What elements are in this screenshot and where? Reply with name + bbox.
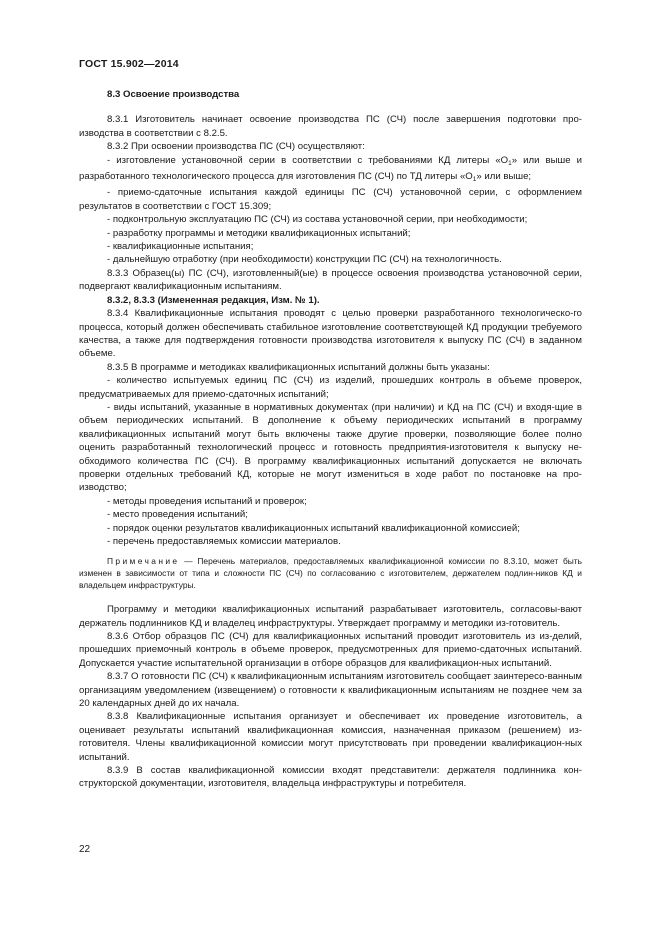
list-item: - дальнейшую отработку (при необходимости) конструкции ПС (СЧ) на технологичность. bbox=[107, 254, 502, 266]
paragraph-8-3-2: 8.3.2 При освоении производства ПС (СЧ) осуществляют: bbox=[107, 141, 365, 153]
paragraph-8-3-3: 8.3.3 Образец(ы) ПС (СЧ), изготовленный(ые) в процессе освоения производства установочной серии, подвергают квалификационным испытаниям. bbox=[79, 267, 582, 293]
list-item: - место проведения испытаний; bbox=[107, 509, 248, 521]
note bbox=[79, 556, 582, 591]
section-title: 8.3 Освоение производства bbox=[107, 89, 240, 100]
list-item: - разработку программы и методики квалификационных испытаний; bbox=[107, 227, 411, 239]
paragraph-8-3-8: 8.3.8 Квалификационные испытания организует и обеспечивает их проведение изготовитель, а оценивает результаты испытаний квалификационная комиссия, назначенная приказом (решением) из-готовителя. Члены квалификационной комиссии могут присутствовать при проведении квалификацион-ных испытаний. bbox=[79, 711, 582, 763]
list-item: - виды испытаний, указанные в нормативных документах (при наличии) и КД на ПС (СЧ) и входя-щие в объем периодических испытаний. В дополнение к объему периодических испытаний в программу квалификационных испытаний могут быть включены также другие проверки, позволяющие более полно оценить разработанный технологический процесс и готовность предприятия-изготовителя к выпуску не-обходимого количества ПС (СЧ). В программу квалификационных испытаний допускается не включать проверки отдельных требований КД, которые не могут измениться в ходе работ по постановке на про-изводство; bbox=[79, 401, 582, 494]
document-header: ГОСТ 15.902—2014 bbox=[79, 58, 179, 70]
page-number: 22 bbox=[79, 844, 91, 855]
note-text: — Перечень материалов, предоставляемых квалификационной комиссии по 8.3.10, может быть изменен в зависимости от типа и сложности ПС (СЧ) по согласованию с изготовителем, держателем подлин-ников КД и владельцем инфраструктуры. bbox=[79, 556, 582, 590]
list-item: - изготовление установочной серии в соответствии с требованиями КД литеры «$О_1$» или выше и разработанного технологического процесса для изготовления ПС (СЧ) по ТД литеры «$О_1$» или выше; bbox=[79, 154, 583, 184]
paragraph-8-3-7: 8.3.7 О готовности ПС (СЧ) к квалификационным испытаниям изготовитель сообщает заинтересо-ванным организациям уведомлением (извещением) о готовности к квалификационным испытаниям не позднее чем за 20 календарных дней до их начала. bbox=[79, 671, 582, 710]
amendment-note: 8.3.2, 8.3.3 (Измененная редакция, Изм. № 1). bbox=[107, 294, 320, 306]
list-item: - подконтрольную эксплуатацию ПС (СЧ) из состава установочной серии, при необходимости; bbox=[107, 214, 528, 226]
note-label: Примечание bbox=[107, 556, 180, 567]
paragraph-8-3-9: 8.3.9 В состав квалификационной комиссии входят представители: держателя подлинника кон-структорской документации, изготовителя, владельца инфраструктуры и потребителя. bbox=[79, 765, 582, 790]
list-item: - перечень предоставляемых комиссии материалов. bbox=[107, 536, 341, 547]
list-item: - методы проведения испытаний и проверок; bbox=[107, 495, 307, 507]
list-item: - порядок оценки результатов квалификационных испытаний квалификационной комиссией; bbox=[107, 522, 520, 534]
list-item: - квалификационные испытания; bbox=[107, 241, 254, 253]
paragraph-8-3-5: 8.3.5 В программе и методиках квалификационных испытаний должны быть указаны: bbox=[107, 361, 490, 373]
paragraph-8-3-6: 8.3.6 Отбор образцов ПС (СЧ) для квалификационных испытаний проводит изготовитель из из-делий, прошедших приемочный контроль в объеме проверок, предусмотренных для приемо-сдаточных испытаний. Допускается участие испытательной организации в отборе образцов для квалификацион-ных испытаний. bbox=[79, 631, 582, 669]
paragraph-8-3-1: 8.3.1 Изготовитель начинает освоение производства ПС (СЧ) после завершения подготовки про-изводства в соответствии с 8.2.5. bbox=[79, 114, 582, 139]
page-body bbox=[79, 88, 582, 791]
paragraph-program: Программу и методики квалификационных испытаний разрабатывает изготовитель, согласовы-вают держатель подлинников КД и владелец инфраструктуры. Утверждает программу и методики из-готовитель. bbox=[79, 604, 582, 629]
paragraph-8-3-4: 8.3.4 Квалификационные испытания проводят с целью проверки разработанного технологическо-го процесса, который должен обеспечивать стабильное изготовление соответствующей КД продукции требуемого качества, а также для подтверждения готовности производства изготовителя к выпуску ПС (СЧ) в заданном объеме. bbox=[79, 308, 582, 360]
list-item: - количество испытуемых единиц ПС (СЧ) из изделий, прошедших контроль в объеме проверок, предусматриваемых для приемо-сдаточных испытаний; bbox=[79, 375, 582, 400]
list-item: - приемо-сдаточные испытания каждой единицы ПС (СЧ) установочной серии, с оформлением результатов в соответствии с ГОСТ 15.309; bbox=[79, 187, 582, 212]
